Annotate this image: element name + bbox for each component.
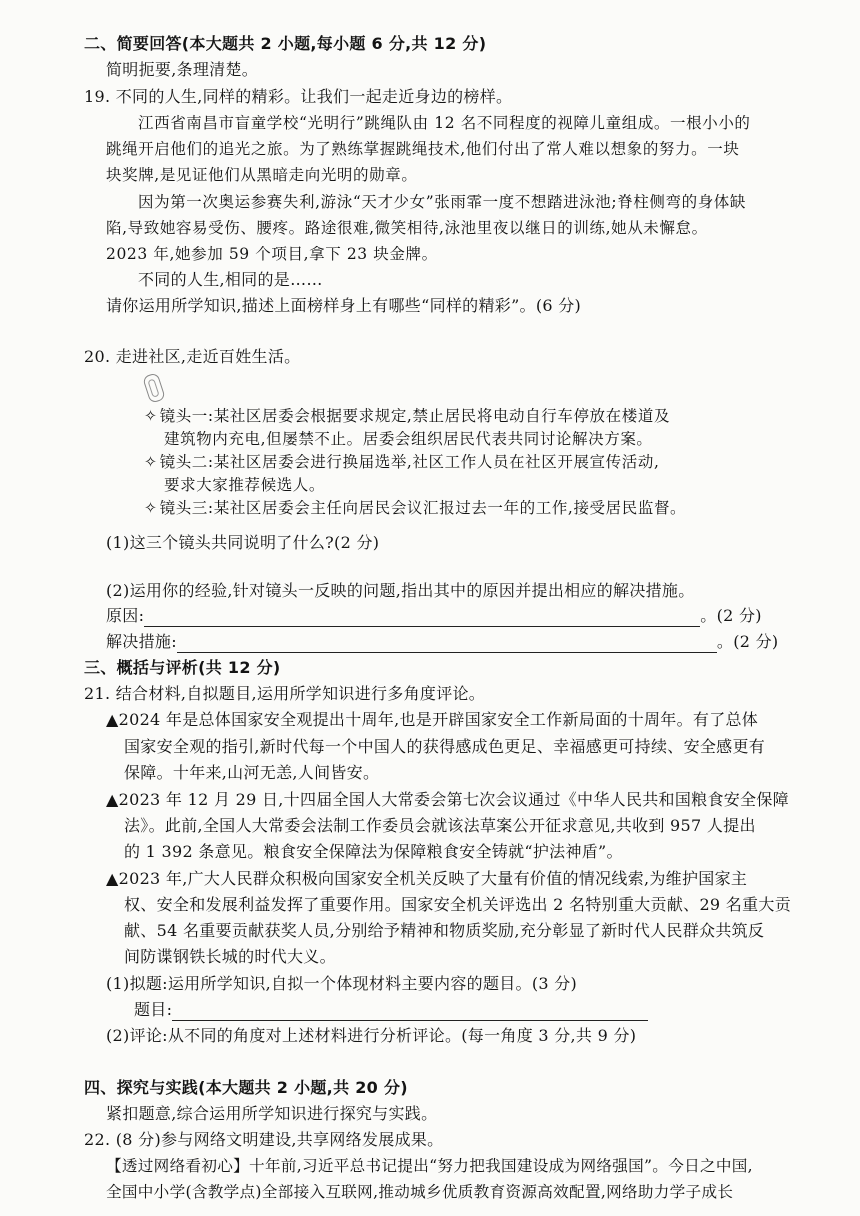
diamond-bullet-icon: ✧: [144, 407, 158, 425]
q22-material-line: 【透过网络看初心】十年前,习近平总书记提出“努力把我国建设成为网络强国”。今日之中国,: [106, 1157, 753, 1175]
q21-material-2-cont: 的 1 392 条意见。粮食安全保障法为保障粮食安全铸就“护法神盾”。: [124, 842, 623, 861]
q21-material-1-cont: 保障。十年来,山河无恙,人间皆安。: [124, 763, 380, 782]
q20-scene-2: ✧ 镜头二:某社区居委会进行换届选举,社区工作人员在社区开展宣传活动,: [144, 453, 660, 471]
q22-material-line: 全国中小学(含教学点)全部接入互联网,推动城乡优质教育资源高效配置,网络助力学子成长: [106, 1183, 734, 1201]
q21-title-row: [134, 999, 648, 1021]
title-answer-blank[interactable]: [172, 1004, 648, 1021]
q20-sub-question-1: (1)这三个镜头共同说明了什么?(2 分): [106, 533, 380, 552]
q19-material-line: 陷,导致她容易受伤、腰疼。路途很难,微笑相待,泳池里夜以继日的训练,她从未懈怠。: [106, 219, 708, 237]
section-3-heading: 三、概括与评析(共 12 分): [84, 658, 281, 677]
diamond-bullet-icon: ✧: [144, 499, 158, 517]
q20-scene-2-cont: 要求大家推荐候选人。: [164, 476, 326, 494]
q19-material-line: 2023 年,她参加 59 个项目,拿下 23 块金牌。: [106, 245, 438, 263]
paperclip-icon: [142, 372, 166, 404]
q20-scene-1-cont: 建筑物内充电,但屡禁不止。居委会组织居民代表共同讨论解决方案。: [164, 430, 653, 448]
q20-reason-row: [106, 605, 762, 627]
q21-material-2-cont: 法》。此前,全国人大常委会法制工作委员会就该法草案公开征求意见,共收到 957 人提出: [124, 816, 756, 835]
q19-material-line: 不同的人生,相同的是……: [138, 270, 323, 289]
measure-answer-blank[interactable]: [177, 636, 717, 653]
section-2-heading: 二、简要回答(本大题共 2 小题,每小题 6 分,共 12 分): [84, 34, 487, 53]
section-4-instruction: 紧扣题意,综合运用所学知识进行探究与实践。: [106, 1104, 438, 1123]
q21-material-3-cont: 间防谍钢铁长城的时代大义。: [124, 947, 336, 966]
measure-label: 解决措施:: [106, 632, 177, 651]
q19-stem: 19. 不同的人生,同样的精彩。让我们一起走近身边的榜样。: [84, 87, 513, 106]
q21-stem: 21. 结合材料,自拟题目,运用所学知识进行多角度评论。: [84, 684, 486, 703]
section-2-instruction: 简明扼要,条理清楚。: [106, 60, 259, 79]
diamond-bullet-icon: ✧: [144, 453, 158, 471]
reason-answer-blank[interactable]: [144, 610, 700, 627]
q21-material-3: ▲2023 年,广大人民群众积极向国家安全机关反映了大量有价值的情况线索,为维护国家主: [106, 869, 748, 888]
q21-material-1: ▲2024 年是总体国家安全观提出十周年,也是开辟国家安全工作新局面的十周年。有了总体: [106, 710, 759, 729]
q19-material-line: 江西省南昌市盲童学校“光明行”跳绳队由 12 名不同程度的视障儿童组成。一根小小的: [138, 114, 751, 132]
q21-material-1-cont: 国家安全观的指引,新时代每一个中国人的获得感成色更足、幸福感更可持续、安全感更有: [124, 737, 766, 756]
section-4-heading: 四、探究与实践(本大题共 2 小题,共 20 分): [84, 1078, 408, 1097]
q21-sub-question-1: (1)拟题:运用所学知识,自拟一个体现材料主要内容的题目。(3 分): [106, 974, 578, 993]
q20-scene-1: ✧ 镜头一:某社区居委会根据要求规定,禁止居民将电动自行车停放在楼道及: [144, 407, 671, 425]
q19-material-line: 跳绳开启他们的追光之旅。为了熟练掌握跳绳技术,他们付出了常人难以想象的努力。一块: [106, 140, 740, 158]
points-label: 。(2 分): [700, 606, 762, 625]
q20-scene-3: ✧ 镜头三:某社区居委会主任向居民会议汇报过去一年的工作,接受居民监督。: [144, 499, 687, 517]
q19-task: 请你运用所学知识,描述上面榜样身上有哪些“同样的精彩”。(6 分): [106, 296, 582, 315]
q19-material-line: 块奖牌,是见证他们从黑暗走向光明的勋章。: [106, 166, 418, 184]
q21-material-2: ▲2023 年 12 月 29 日,十四届全国人大常委会第七次会议通过《中华人民共和国粮食安全保障: [106, 790, 789, 809]
q21-material-3-cont: 献、54 名重要贡献获奖人员,分别给予精神和物质奖励,充分彰显了新时代人民群众共筑反: [124, 921, 765, 940]
q19-material-line: 因为第一次奥运参赛失利,游泳“天才少女”张雨霏一度不想踏进泳池;脊柱侧弯的身体缺: [138, 193, 746, 211]
q21-material-3-cont: 权、安全和发展利益发挥了重要作用。国家安全机关评选出 2 名特别重大贡献、29 名重大贡: [124, 895, 791, 914]
reason-label: 原因:: [106, 606, 145, 625]
q20-stem: 20. 走进社区,走近百姓生活。: [84, 347, 301, 366]
q22-stem: 22. (8 分)参与网络文明建设,共享网络发展成果。: [84, 1130, 444, 1149]
points-label: 。(2 分): [716, 632, 779, 651]
q20-sub-question-2: (2)运用你的经验,针对镜头一反映的问题,指出其中的原因并提出相应的解决措施。: [106, 581, 695, 600]
title-label: 题目:: [134, 1000, 173, 1019]
q20-measure-row: [106, 631, 778, 653]
q21-sub-question-2: (2)评论:从不同的角度对上述材料进行分析评论。(每一角度 3 分,共 9 分): [106, 1026, 637, 1045]
